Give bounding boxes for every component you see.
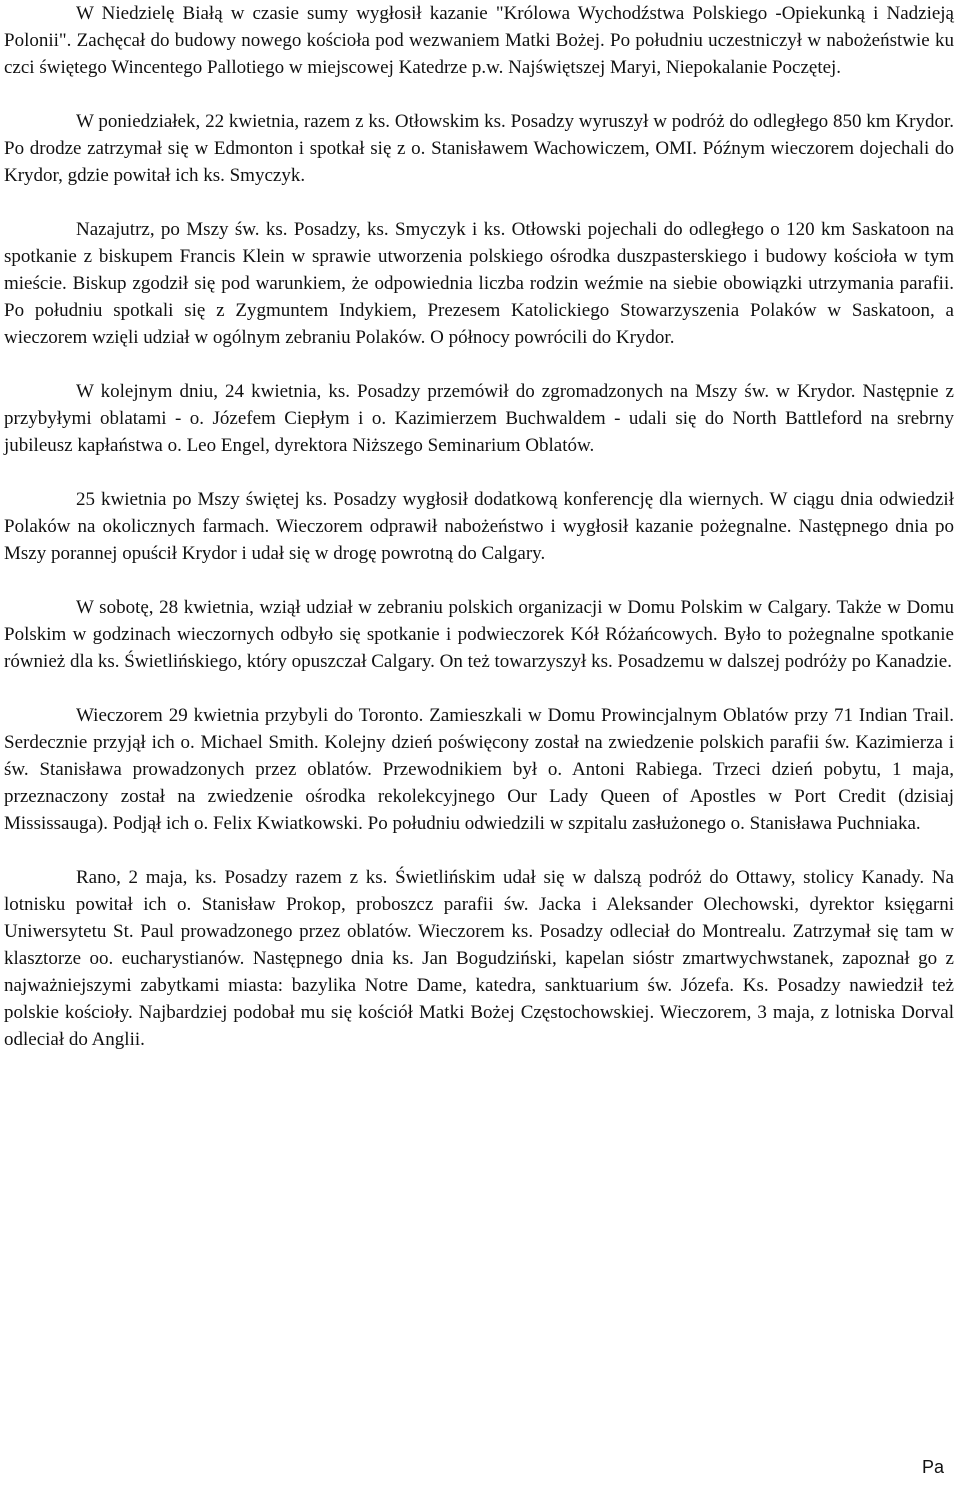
page-footer-mark: Pa: [922, 1457, 945, 1477]
paragraph-1: W Niedzielę Białą w czasie sumy wygłosił kazanie "Królowa Wychodźstwa Polskiego -Opiekunką i Nadzieją Polonii". Zachęcał do budowy nowego kościoła pod wezwaniem Matki Bożej. Po południu uczestniczył w nabożeństwie ku czci świętego Wincentego Pallotiego w miejscowej Katedrze p.w. Najświętszej Maryi, Niepokalanie Poczętej.: [4, 3, 954, 78]
paragraph-6: W sobotę, 28 kwietnia, wziął udział w zebraniu polskich organizacji w Domu Polskim w Calgary. Także w Domu Polskim w godzinach wieczornych odbyło się spotkanie i podwieczorek Kół Różańcowych. Było to pożegnalne spotkanie również dla ks. Świetlińskiego, który opuszczał Calgary. On też towarzyszył ks. Posadzemu w dalszej podróży po Kanadzie.: [4, 597, 954, 672]
paragraph-7: Wieczorem 29 kwietnia przybyli do Toronto. Zamieszkali w Domu Prowincjalnym Oblatów przy 71 Indian Trail. Serdecznie przyjął ich o. Michael Smith. Kolejny dzień poświęcony został na zwiedzenie polskich parafii św. Kazimierza i św. Stanisława prowadzonych przez oblatów. Przewodnikiem był o. Antoni Rabiega. Trzeci dzień pobytu, 1 maja, przeznaczony został na zwiedzenie ośrodka rekolekcyjnego Our Lady Queen of Apostles w Port Credit (dzisiaj Mississauga). Podjął ich o. Felix Kwiatkowski. Po południu odwiedzili w szpitalu zasłużonego o. Stanisława Puchniaka.: [4, 705, 954, 834]
paragraph-4: W kolejnym dniu, 24 kwietnia, ks. Posadzy przemówił do zgromadzonych na Mszy św. w Krydor. Następnie z przybyłymi oblatami - o. Józefem Ciepłym i o. Kazimierzem Buchwaldem - udali się do North Battleford na srebrny jubileusz kapłaństwa o. Leo Engel, dyrektora Niższego Seminarium Oblatów.: [4, 381, 954, 456]
paragraph-3: Nazajutrz, po Mszy św. ks. Posadzy, ks. Smyczyk i ks. Otłowski pojechali do odległego o 120 km Saskatoon na spotkanie z biskupem Francis Klein w sprawie utworzenia polskiego ośrodka duszpasterskiego i budowy kościoła w tym mieście. Biskup zgodził się pod warunkiem, że odpowiednia liczba rodzin weźmie na siebie obowiązki utrzymania parafii. Po południu spotkali się z Zygmuntem Indykiem, Prezesem Katolickiego Stowarzyszenia Polaków w Saskatoon, a wieczorem wzięli udział w ogólnym zebraniu Polaków. O północy powrócili do Krydor.: [4, 219, 954, 348]
document-page: [4, 0, 954, 1080]
paragraph-2: W poniedziałek, 22 kwietnia, razem z ks. Otłowskim ks. Posadzy wyruszył w podróż do odległego 850 km Krydor. Po drodze zatrzymał się w Edmonton i spotkał się z o. Stanisławem Wachowiczem, OMI. Późnym wieczorem dojechali do Krydor, gdzie powitał ich ks. Smyczyk.: [4, 111, 954, 186]
paragraph-8: Rano, 2 maja, ks. Posadzy razem z ks. Świetlińskim udał się w dalszą podróż do Ottawy, stolicy Kanady. Na lotnisku powitał ich o. Stanisław Prokop, proboszcz parafii św. Jacka i Aleksander Olechowski, dyrektor księgarni Uniwersytetu St. Paul prowadzonego przez oblatów. Wieczorem ks. Posadzy odleciał do Montrealu. Zatrzymał się tam w klasztorze oo. eucharystianów. Następnego dnia ks. Jan Bogudziński, kapelan sióstr zmartwychwstanek, zapoznał go z najważniejszymi zabytkami miasta: bazylika Notre Dame, katedra, sanktuarium św. Józefa. Ks. Posadzy nawiedził też polskie kościoły. Najbardziej podobał mu się kościół Matki Bożej Częstochowskiej. Wieczorem, 3 maja, z lotniska Dorval odleciał do Anglii.: [4, 867, 954, 1050]
paragraph-5: 25 kwietnia po Mszy świętej ks. Posadzy wygłosił dodatkową konferencję dla wiernych. W ciągu dnia odwiedził Polaków na okolicznych farmach. Wieczorem odprawił nabożeństwo i wygłosił kazanie pożegnalne. Następnego dnia po Mszy porannej opuścił Krydor i udał się w drogę powrotną do Calgary.: [4, 489, 954, 564]
